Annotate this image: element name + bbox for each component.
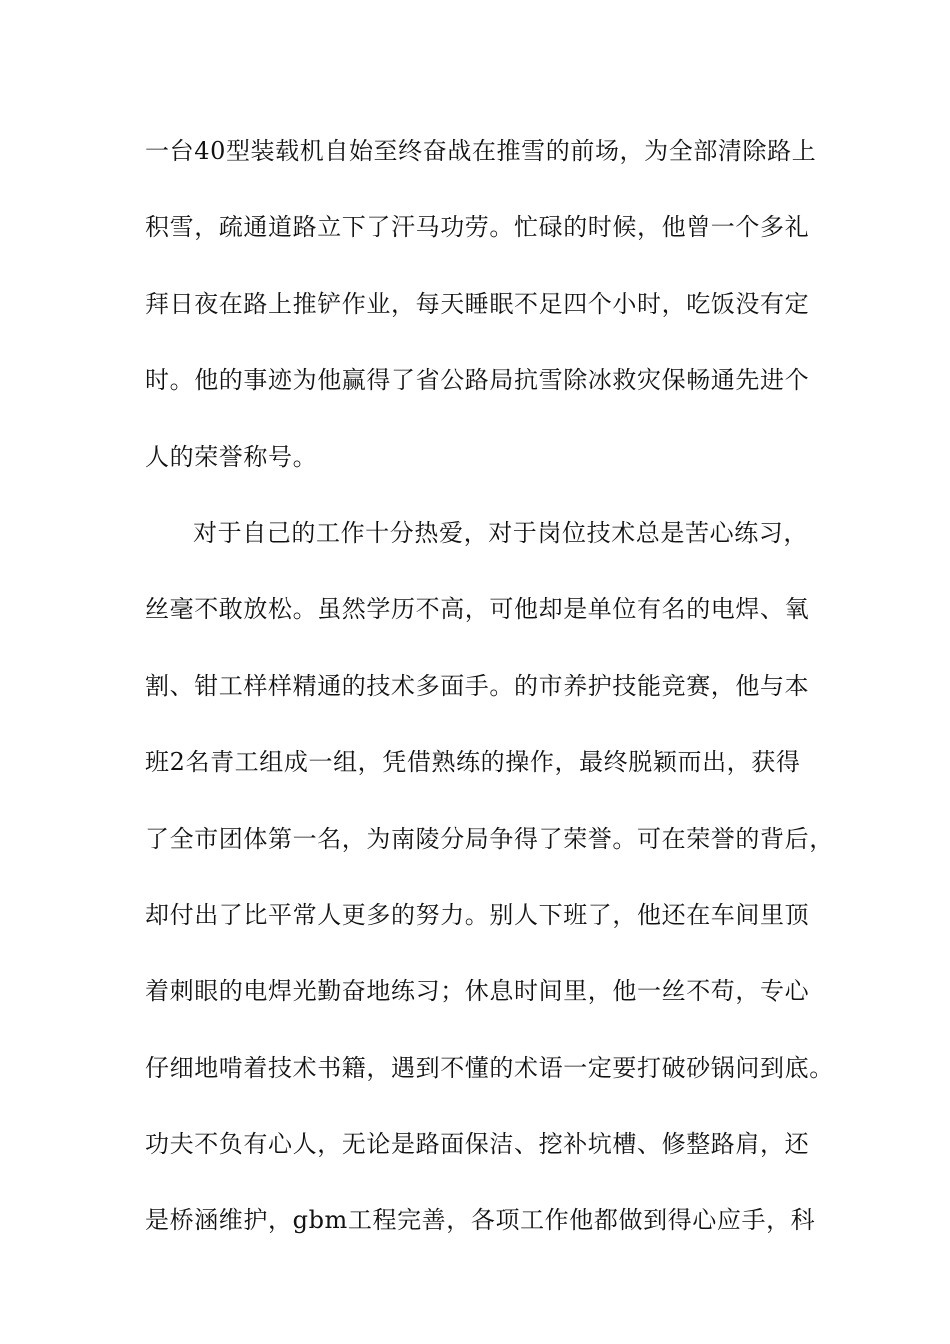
- text-line: 丝毫不敢放松。虽然学历不高，可他却是单位有名的电焊、氧: [145, 595, 810, 624]
- text-line: 拜日夜在路上推铲作业，每天睡眠不足四个小时，吃饭没有定: [145, 289, 810, 318]
- text-line: 积雪，疏通道路立下了汗马功劳。忙碌的时候，他曾一个多礼: [145, 213, 810, 242]
- text-line: 着刺眼的电焊光勤奋地练习；休息时间里，他一丝不苟，专心: [145, 977, 810, 1006]
- text-line: 却付出了比平常人更多的努力。别人下班了，他还在车间里顶: [145, 900, 810, 929]
- text-line: 仔细地啃着技术书籍，遇到不懂的术语一定要打破砂锅问到底。: [145, 1053, 834, 1082]
- text-line: 了全市团体第一名，为南陵分局争得了荣誉。可在荣誉的背后，: [145, 824, 834, 853]
- body-text: [145, 132, 834, 1278]
- paragraph-first-line: 对于自己的工作十分热爱，对于岗位技术总是苦心练习，: [193, 518, 808, 547]
- text-line: 割、钳工样样精通的技术多面手。的市养护技能竞赛，他与本: [145, 671, 810, 700]
- text-line: 一台40型装载机自始至终奋战在推雪的前场，为全部清除路上: [145, 137, 817, 165]
- text-line: 人的荣誉称号。: [145, 442, 318, 471]
- text-line: 是桥涵维护，gbm工程完善，各项工作他都做到得心应手，科: [145, 1206, 816, 1235]
- text-line: 时。他的事迹为他赢得了省公路局抗雪除冰救灾保畅通先进个: [145, 366, 810, 395]
- text-line: 班2名青工组成一组，凭借熟练的操作，最终脱颖而出，获得: [145, 748, 801, 777]
- text-line: 功夫不负有心人，无论是路面保洁、挖补坑槽、修整路肩，还: [145, 1130, 810, 1159]
